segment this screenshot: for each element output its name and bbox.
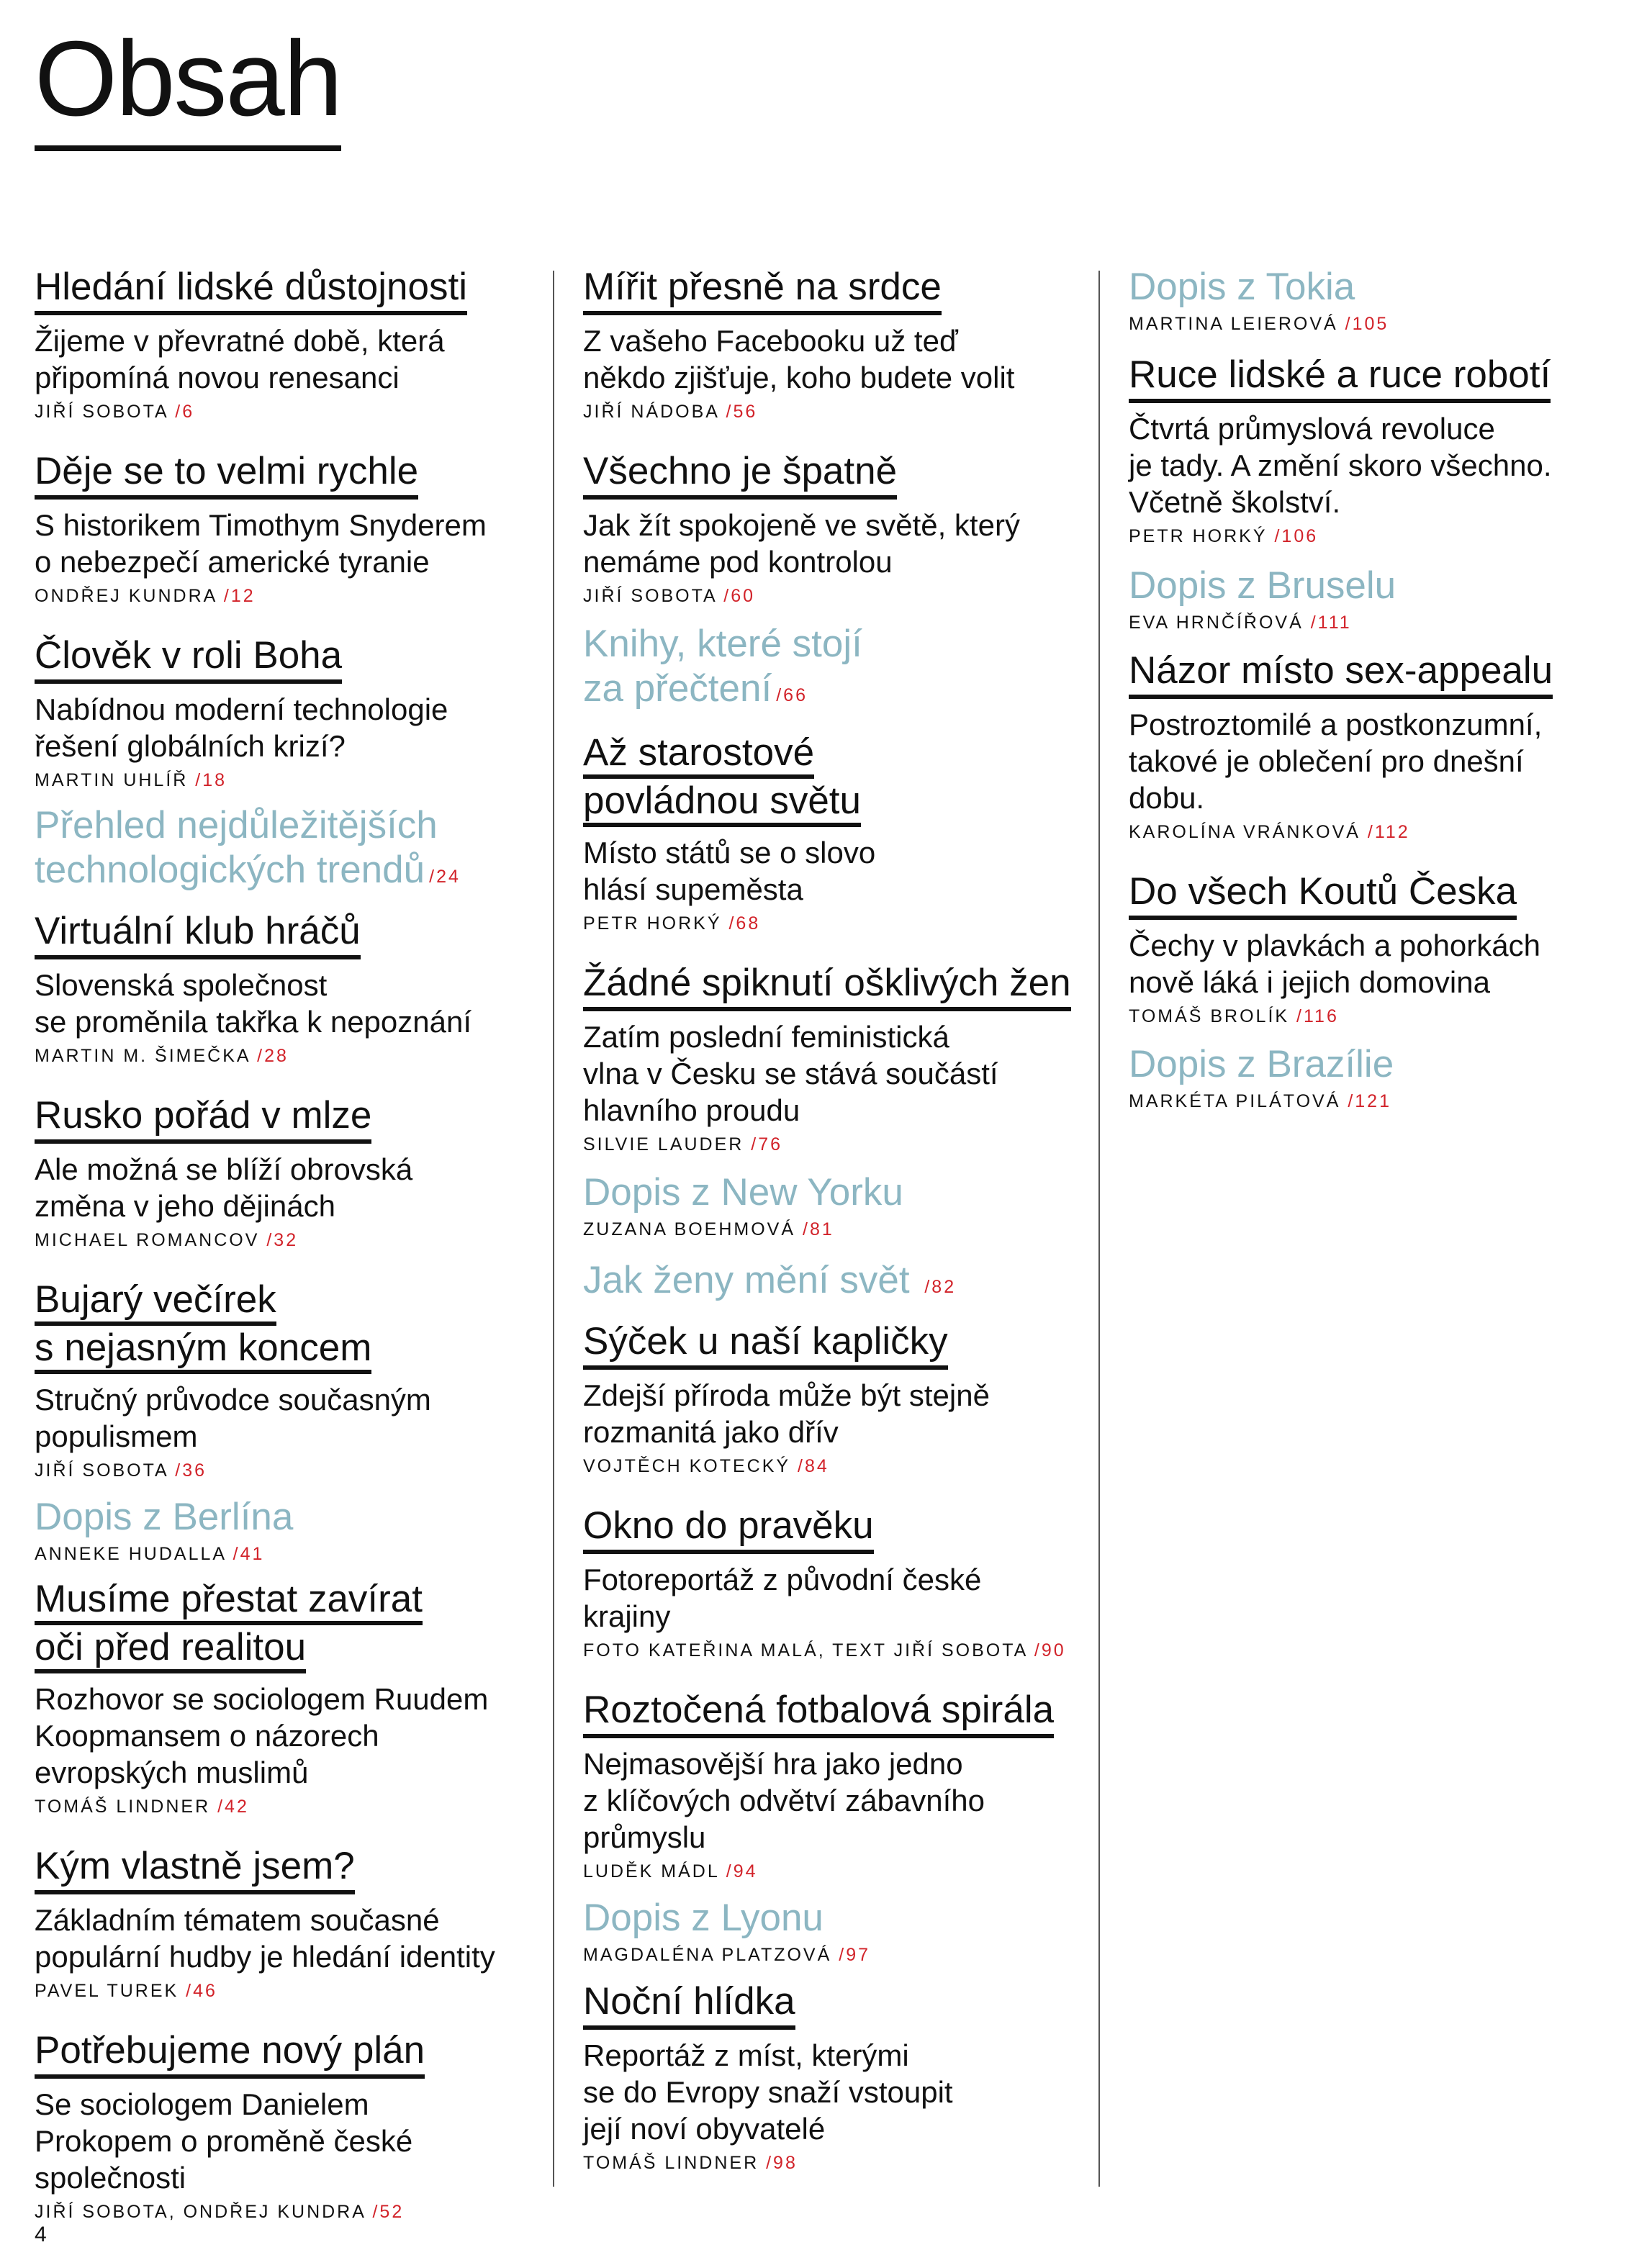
entry-title-line: Přehled nejdůležitějších xyxy=(35,804,438,846)
entry-subtitle xyxy=(1129,927,1604,1000)
toc-column-3 xyxy=(1129,265,1604,1114)
page-number-ref: /84 xyxy=(798,1456,829,1476)
entry-title-line: Člověk v roli Boha xyxy=(35,634,343,677)
entry-title-line: Všechno je špatně xyxy=(583,450,898,492)
entry-subtitle-line: takové je oblečení pro dnešní xyxy=(1129,744,1524,778)
entry-title-line: oči před realitou xyxy=(35,1626,306,1673)
entry-subtitle-line: Fotoreportáž z původní české xyxy=(583,1563,982,1596)
page-number-ref: /82 xyxy=(924,1277,957,1297)
entry-author: KAROLÍNA VRÁNKOVÁ xyxy=(1129,822,1360,842)
entry-author: EVA HRNČÍŘOVÁ xyxy=(1129,613,1304,633)
toc-entry-prehled-nejdulezitejsich-technologickych-trendu[interactable] xyxy=(35,803,538,899)
entry-subtitle-line: Koopmansem o názorech xyxy=(35,1719,379,1753)
toc-entry-az-starostove-povladnou-svetu[interactable] xyxy=(583,731,1101,936)
entry-subtitle-line: řešení globálních krizí? xyxy=(35,729,346,763)
entry-subtitle-line: Nabídnou moderní technologie xyxy=(35,692,448,726)
entry-subtitle xyxy=(1129,410,1604,520)
entry-subtitle xyxy=(583,1377,1101,1450)
entry-subtitle-line: evropských muslimů xyxy=(35,1756,309,1789)
entry-title xyxy=(1129,564,1396,610)
entry-byline xyxy=(35,399,538,425)
entry-title-line: Rusko pořád v mlze xyxy=(35,1094,372,1137)
page-title: Obsah xyxy=(35,26,341,151)
entry-subtitle-line: S historikem Timothym Snyderem xyxy=(35,508,487,542)
entry-title-line: Mířit přesně na srdce xyxy=(583,266,942,308)
entry-title-line: Názor místo sex-appealu xyxy=(1129,649,1553,692)
entry-subtitle xyxy=(583,834,1101,908)
entry-subtitle xyxy=(35,322,538,396)
toc-entry-zadne-spiknuti-osklivych-zen[interactable] xyxy=(583,961,1101,1157)
page-number-ref: /60 xyxy=(723,586,756,606)
entry-byline xyxy=(1129,1003,1604,1029)
entry-author: VOJTĚCH KOTECKÝ xyxy=(583,1456,791,1476)
page-number: 4 xyxy=(35,2223,47,2246)
entry-title-line: Musíme přestat zavírat xyxy=(35,1578,423,1625)
entry-subtitle-line: Slovenská společnost xyxy=(35,968,328,1002)
entry-title-line: Jak ženy mění svět xyxy=(583,1259,921,1301)
entry-title xyxy=(1129,265,1355,311)
toc-column-1 xyxy=(35,265,538,2225)
entry-title-line: Ruce lidské a ruce robotí xyxy=(1129,353,1551,396)
entry-subtitle-line: nemáme pod kontrolou xyxy=(583,545,893,579)
entry-title-line: Dopis z Bruselu xyxy=(1129,564,1396,607)
entry-title-line: Kým vlastně jsem? xyxy=(35,1845,355,1887)
page-number-ref: /105 xyxy=(1345,314,1389,334)
column-divider xyxy=(1098,271,1100,2187)
entry-title-line: Dopis z New Yorku xyxy=(583,1171,903,1214)
entry-subtitle-line: Zdejší příroda může být stejně xyxy=(583,1378,990,1412)
toc-entry-sycek-u-nasi-kaplicky[interactable] xyxy=(583,1319,1101,1479)
entry-byline xyxy=(35,583,538,609)
entry-subtitle-line: Včetně školství. xyxy=(1129,485,1341,519)
entry-subtitle xyxy=(35,1151,538,1224)
entry-subtitle-line: změna v jeho dějinách xyxy=(35,1189,335,1223)
entry-author: MARTINA LEIEROVÁ xyxy=(1129,314,1338,334)
entry-title xyxy=(1129,1042,1394,1088)
entry-byline xyxy=(1129,523,1604,549)
entry-title-line: Virtuální klub hráčů xyxy=(35,910,361,952)
entry-title xyxy=(35,449,418,500)
entry-subtitle-line: Reportáž z míst, kterými xyxy=(583,2038,909,2072)
entry-subtitle-line: Zatím poslední feministická xyxy=(583,1020,949,1054)
toc-entry-okno-do-praveku[interactable] xyxy=(583,1504,1101,1663)
page-number-ref: /6 xyxy=(175,402,195,422)
entry-title-line: za přečtení xyxy=(583,667,772,710)
entry-title xyxy=(583,1258,956,1311)
toc-entry-mirit-presne-na-srdce[interactable] xyxy=(583,265,1101,425)
page-number-ref: /98 xyxy=(766,2153,798,2173)
entry-author: MICHAEL ROMANCOV xyxy=(35,1230,260,1250)
entry-subtitle-line: se do Evropy snaží vstoupit xyxy=(583,2075,953,2109)
entry-title xyxy=(1129,649,1553,699)
entry-title-line: Potřebujeme nový plán xyxy=(35,2029,425,2072)
entry-subtitle xyxy=(583,1018,1101,1129)
entry-byline xyxy=(35,1043,538,1069)
entry-title xyxy=(583,1979,795,2030)
entry-author: TOMÁŠ LINDNER xyxy=(35,1797,211,1817)
entry-byline xyxy=(35,767,538,793)
entry-subtitle-line: Ale možná se blíží obrovská xyxy=(35,1152,413,1186)
entry-title xyxy=(583,449,897,500)
entry-title-line: Noční hlídka xyxy=(583,1980,795,2023)
entry-byline xyxy=(1129,311,1604,337)
entry-subtitle-line: je tady. A změní skoro všechno. xyxy=(1129,448,1552,482)
entry-subtitle-line: populární hudby je hledání identity xyxy=(35,1940,495,1974)
entry-title-line: Dopis z Brazílie xyxy=(1129,1043,1394,1085)
entry-author: JIŘÍ SOBOTA xyxy=(35,402,168,422)
entry-subtitle xyxy=(583,2037,1101,2147)
entry-author: JIŘÍ SOBOTA xyxy=(35,1460,168,1481)
entry-subtitle xyxy=(35,507,538,580)
page-number-ref: /112 xyxy=(1367,822,1410,842)
toc-entry-kym-vlastne-jsem[interactable] xyxy=(35,1844,538,2004)
entry-subtitle xyxy=(583,1745,1101,1856)
entry-subtitle-line: z klíčových odvětví zábavního xyxy=(583,1784,985,1817)
entry-subtitle-line: se proměnila takřka k nepoznání xyxy=(35,1005,472,1039)
page-number-ref: /42 xyxy=(217,1797,249,1817)
entry-title-line: Až starostové xyxy=(583,731,814,779)
entry-subtitle-line: Z vašeho Facebooku už teď xyxy=(583,324,958,358)
entry-byline xyxy=(583,2150,1101,2176)
entry-subtitle-line: Se sociologem Danielem xyxy=(35,2087,369,2121)
entry-subtitle-line: Nejmasovější hra jako jedno xyxy=(583,1747,963,1781)
entry-subtitle-line: Rozhovor se sociologem Ruudem xyxy=(35,1682,489,1716)
entry-title-line: Děje se to velmi rychle xyxy=(35,450,419,492)
entry-byline xyxy=(583,1858,1101,1884)
entry-author: PETR HORKÝ xyxy=(583,913,722,934)
toc-entry-dopis-z-tokia[interactable] xyxy=(1129,265,1604,337)
entry-byline xyxy=(1129,610,1604,636)
entry-author: JIŘÍ NÁDOBA xyxy=(583,402,719,422)
entry-author: MAGDALÉNA PLATZOVÁ xyxy=(583,1945,832,1965)
toc-entry-dopis-z-brazilie[interactable] xyxy=(1129,1042,1604,1114)
entry-byline xyxy=(583,1637,1101,1663)
entry-byline xyxy=(35,2199,538,2225)
entry-subtitle-line: Místo států se o slovo xyxy=(583,836,876,869)
entry-author: JIŘÍ SOBOTA xyxy=(583,586,717,606)
entry-title-line: Dopis z Berlína xyxy=(35,1496,294,1538)
entry-title xyxy=(583,1170,903,1216)
entry-byline xyxy=(35,1794,538,1820)
entry-subtitle-line: vlna v Česku se stává součástí xyxy=(583,1057,998,1090)
entry-byline xyxy=(35,1458,538,1483)
entry-byline xyxy=(1129,1088,1604,1114)
entry-byline xyxy=(583,399,1101,425)
entry-title-line: Dopis z Lyonu xyxy=(583,1897,823,1939)
page-number-ref: /97 xyxy=(839,1945,871,1965)
entry-subtitle xyxy=(35,1381,538,1455)
entry-subtitle xyxy=(583,322,1101,396)
entry-title-line: Okno do pravěku xyxy=(583,1504,874,1547)
entry-subtitle-line: Jak žít spokojeně ve světě, který xyxy=(583,508,1020,542)
entry-subtitle-line: někdo zjišťuje, koho budete volit xyxy=(583,361,1015,394)
toc-entry-knihy-ktere-stoji-za-precteni[interactable] xyxy=(583,622,1101,718)
entry-author: FOTO KATEŘINA MALÁ, TEXT JIŘÍ SOBOTA xyxy=(583,1640,1027,1661)
entry-subtitle-line: připomíná novou renesanci xyxy=(35,361,400,394)
entry-title xyxy=(583,1896,823,1942)
entry-byline xyxy=(1129,819,1604,845)
entry-author: LUDĚK MÁDL xyxy=(583,1861,719,1881)
entry-author: MARTIN UHLÍŘ xyxy=(35,770,189,790)
page-number-ref: /111 xyxy=(1310,613,1352,633)
entry-subtitle xyxy=(35,2086,538,2196)
toc-entry-dopis-z-berlina[interactable] xyxy=(35,1495,538,1567)
page-number-ref: /24 xyxy=(429,867,461,887)
entry-subtitle-line: hlásí supeměsta xyxy=(583,872,803,906)
toc-entry-dopis-z-lyonu[interactable] xyxy=(583,1896,1101,1968)
toc-entry-do-vsech-koutu-ceska[interactable] xyxy=(1129,869,1604,1029)
entry-subtitle-line: dobu. xyxy=(1129,781,1205,815)
page-number-ref: /116 xyxy=(1296,1006,1339,1026)
entry-author: MARKÉTA PILÁTOVÁ xyxy=(1129,1091,1341,1111)
entry-author: ZUZANA BOEHMOVÁ xyxy=(583,1219,796,1239)
toc-column-2 xyxy=(583,265,1101,2176)
toc-entry-ruce-lidske-a-ruce-roboti[interactable] xyxy=(1129,353,1604,549)
toc-entry-nazor-misto-sex-appealu[interactable] xyxy=(1129,649,1604,845)
entry-title xyxy=(583,1319,948,1370)
entry-subtitle-line: její noví obyvatelé xyxy=(583,2112,826,2146)
page-number-ref: /28 xyxy=(257,1046,289,1066)
entry-byline xyxy=(583,911,1101,936)
toc-entry-dopis-z-bruselu[interactable] xyxy=(1129,564,1604,636)
entry-byline xyxy=(583,1942,1101,1968)
entry-author: TOMÁŠ BROLÍK xyxy=(1129,1006,1290,1026)
entry-title-line: Bujarý večírek xyxy=(35,1278,276,1326)
toc-entry-rusko-porad-v-mlze[interactable] xyxy=(35,1093,538,1253)
entry-byline xyxy=(583,583,1101,609)
page-number-ref: /94 xyxy=(726,1861,758,1881)
entry-title xyxy=(35,1093,371,1144)
toc-entry-clovek-v-roli-boha[interactable] xyxy=(35,633,538,793)
entry-author: JIŘÍ SOBOTA, ONDŘEJ KUNDRA xyxy=(35,2202,366,2222)
toc-entry-vsechno-je-spatne[interactable] xyxy=(583,449,1101,609)
entry-subtitle-line: rozmanitá jako dřív xyxy=(583,1415,839,1449)
entry-byline xyxy=(583,1453,1101,1479)
entry-title xyxy=(583,1688,1054,1738)
page-number-ref: /90 xyxy=(1034,1640,1066,1661)
entry-title-line: povládnou světu xyxy=(583,780,861,827)
entry-byline xyxy=(583,1216,1101,1242)
entry-subtitle xyxy=(583,1561,1101,1635)
column-divider xyxy=(553,271,554,2187)
entry-subtitle-line: Žijeme v převratné době, která xyxy=(35,324,445,358)
page-number-ref: /52 xyxy=(372,2202,405,2222)
entry-subtitle-line: Postroztomilé a postkonzumní, xyxy=(1129,708,1543,741)
entry-title xyxy=(35,1278,538,1374)
toc-entry-nocni-hlidka[interactable] xyxy=(583,1979,1101,2176)
page-number-ref: /76 xyxy=(751,1134,783,1155)
entry-subtitle-line: Stručný průvodce současným xyxy=(35,1383,431,1417)
entry-title-line: Roztočená fotbalová spirála xyxy=(583,1689,1055,1731)
toc-entry-roztocena-fotbalova-spirala[interactable] xyxy=(583,1688,1101,1884)
entry-subtitle-line: společnosti xyxy=(35,2161,186,2195)
entry-subtitle-line: průmyslu xyxy=(583,1820,706,1854)
entry-subtitle xyxy=(583,507,1101,580)
entry-title xyxy=(35,1844,355,1894)
entry-subtitle-line: hlavního proudu xyxy=(583,1093,800,1127)
entry-byline xyxy=(35,1978,538,2004)
entry-title-line: Sýček u naší kapličky xyxy=(583,1320,948,1363)
entry-author: ANNEKE HUDALLA xyxy=(35,1544,226,1564)
entry-byline xyxy=(35,1541,538,1567)
entry-title xyxy=(1129,869,1517,920)
entry-subtitle xyxy=(1129,706,1604,816)
entry-title-line: s nejasným koncem xyxy=(35,1327,371,1374)
entry-subtitle-line: Základním tématem současné xyxy=(35,1903,440,1937)
page-number-ref: /66 xyxy=(776,685,808,705)
entry-subtitle-line: Čtvrtá průmyslová revoluce xyxy=(1129,412,1495,446)
entry-title xyxy=(583,1504,874,1554)
entry-subtitle xyxy=(35,691,538,764)
toc-entry-virtualni-klub-hracu[interactable] xyxy=(35,909,538,1069)
entry-title xyxy=(35,1577,538,1673)
page-number-ref: /32 xyxy=(266,1230,299,1250)
entry-title xyxy=(583,622,1101,718)
page-number-ref: /68 xyxy=(728,913,761,934)
entry-byline xyxy=(583,1131,1101,1157)
entry-title xyxy=(583,265,942,315)
entry-subtitle-line: Prokopem o proměně české xyxy=(35,2124,413,2158)
entry-author: TOMÁŠ LINDNER xyxy=(583,2153,759,2173)
entry-title-line: Dopis z Tokia xyxy=(1129,266,1355,308)
entry-title xyxy=(35,633,342,684)
entry-author: MARTIN M. ŠIMEČKA xyxy=(35,1046,251,1066)
entry-author: SILVIE LAUDER xyxy=(583,1134,744,1155)
toc-entry-dopis-z-new-yorku[interactable] xyxy=(583,1170,1101,1242)
toc-entry-bujary-vecirek-s-nejasnym-koncem[interactable] xyxy=(35,1278,538,1483)
entry-title xyxy=(35,265,467,315)
entry-subtitle-line: o nebezpečí americké tyranie xyxy=(35,545,430,579)
page-number-ref: /81 xyxy=(803,1219,834,1239)
page-number-ref: /46 xyxy=(186,1981,217,2001)
entry-subtitle xyxy=(35,1902,538,1975)
page-number-ref: /106 xyxy=(1274,526,1319,546)
page-number-ref: /12 xyxy=(223,586,256,606)
toc-entry-deje-se-to-velmi-rychle[interactable] xyxy=(35,449,538,609)
entry-title xyxy=(583,961,1071,1011)
entry-title-line: Žádné spiknutí ošklivých žen xyxy=(583,962,1071,1004)
entry-subtitle-line: nově láká i jejich domovina xyxy=(1129,965,1490,999)
toc-entry-musime-prestat-zavirat-oci-pred-realitou[interactable] xyxy=(35,1577,538,1820)
entry-title xyxy=(35,2028,425,2079)
toc-entry-jak-zeny-meni-svet[interactable] xyxy=(583,1258,1101,1311)
entry-title-line: technologických trendů xyxy=(35,849,425,891)
entry-title-line: Hledání lidské důstojnosti xyxy=(35,266,468,308)
entry-subtitle-line: Čechy v plavkách a pohorkách xyxy=(1129,929,1540,962)
entry-title xyxy=(35,909,361,959)
entry-subtitle-line: krajiny xyxy=(583,1599,671,1633)
entry-subtitle xyxy=(35,967,538,1040)
page-number-ref: /41 xyxy=(233,1544,265,1564)
page-number-ref: /121 xyxy=(1348,1091,1391,1111)
entry-author: PETR HORKÝ xyxy=(1129,526,1268,546)
entry-title-line: Knihy, které stojí xyxy=(583,623,862,665)
page-number-ref: /18 xyxy=(195,770,227,790)
entry-title xyxy=(35,803,538,899)
entry-author: ONDŘEJ KUNDRA xyxy=(35,586,217,606)
entry-byline xyxy=(35,1227,538,1253)
page-number-ref: /36 xyxy=(175,1460,207,1481)
entry-author: PAVEL TUREK xyxy=(35,1981,179,2001)
entry-subtitle-line: populismem xyxy=(35,1419,198,1453)
entry-title xyxy=(1129,353,1551,403)
toc-entry-potrebujeme-novy-plan[interactable] xyxy=(35,2028,538,2225)
entry-title-line: Do všech Koutů Česka xyxy=(1129,870,1517,913)
entry-title xyxy=(583,731,1101,827)
toc-entry-hledani-lidske-dustojnosti[interactable] xyxy=(35,265,538,425)
page-number-ref: /56 xyxy=(726,402,758,422)
entry-title xyxy=(35,1495,293,1541)
entry-subtitle xyxy=(35,1681,538,1791)
